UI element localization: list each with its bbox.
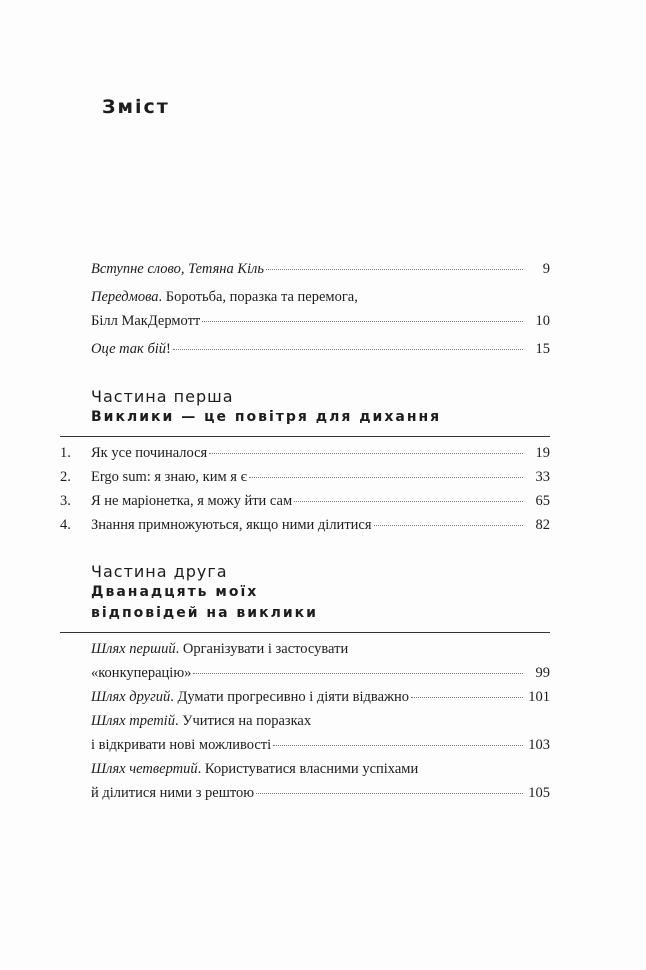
chapter-entry[interactable]: [60, 465, 550, 489]
chapter-entry[interactable]: [60, 489, 550, 513]
dot-leader: [209, 453, 523, 454]
way-text-line2: «конкуперацію»: [91, 665, 192, 681]
way-text-line2: і відкривати нові можливості: [91, 737, 272, 753]
entry-title: Вступне слово, Тетяна Кіль: [91, 261, 264, 277]
way-entry-line1[interactable]: [91, 637, 550, 661]
divider: [60, 436, 550, 437]
dot-leader: [193, 673, 523, 674]
dot-leader: [249, 477, 523, 478]
way-text: . Учитися на поразках: [174, 713, 312, 729]
dot-leader: [256, 793, 523, 794]
way-text-line2: й ділитися ними з рештою: [91, 785, 255, 801]
entry-title-rest: !: [166, 341, 171, 357]
dot-leader: [374, 525, 523, 526]
entry-title: Передмова: [91, 289, 159, 305]
dot-leader: [273, 745, 523, 746]
chapter-number: 2.: [60, 469, 71, 485]
part-title-line1: Дванадцять моїх: [91, 584, 259, 600]
way-title: Шлях четвертий: [91, 761, 198, 777]
way-title: Шлях другий: [91, 689, 171, 705]
page-number: 9: [542, 261, 550, 277]
page-number: 82: [535, 517, 550, 533]
way-entry-line1[interactable]: [91, 709, 550, 733]
way-text: . Думати прогресивно і діяти відважно: [170, 689, 410, 705]
dot-leader: [202, 321, 523, 322]
way-entry-line1[interactable]: [91, 757, 550, 781]
page-number: 15: [535, 341, 550, 357]
dot-leader: [294, 501, 523, 502]
chapter-title: Як усе починалося: [91, 445, 208, 461]
part-one-section: [60, 386, 550, 537]
page-number: 105: [528, 785, 550, 801]
chapter-number: 3.: [60, 493, 71, 509]
part-label: Частина перша: [91, 387, 234, 406]
page-title: Зміст: [102, 96, 170, 118]
dot-leader: [411, 697, 523, 698]
part-label: Частина друга: [91, 562, 228, 581]
chapter-number: 4.: [60, 517, 71, 533]
way-text: . Користуватися власними успіхами: [197, 761, 419, 777]
way-entry[interactable]: [60, 685, 550, 709]
chapter-number: 1.: [60, 445, 71, 461]
way-entry[interactable]: [60, 661, 550, 685]
page-number: 19: [535, 445, 550, 461]
page-number: 65: [535, 493, 550, 509]
way-title: Шлях третій: [91, 713, 175, 729]
way-text: . Організувати і застосувати: [175, 641, 349, 657]
way-entry[interactable]: [60, 781, 550, 805]
toc-entry-preface-line1[interactable]: [91, 285, 550, 309]
intro-section: [60, 257, 550, 361]
page-number: 103: [528, 737, 550, 753]
page-number: 101: [528, 689, 550, 705]
chapter-title: Ergo sum: я знаю, ким я є: [91, 469, 247, 485]
chapter-entry[interactable]: [60, 441, 550, 465]
toc-entry-prologue[interactable]: [60, 337, 550, 361]
page-number: 33: [535, 469, 550, 485]
divider: [60, 632, 550, 633]
page-number: 10: [535, 313, 550, 329]
toc-entry-preface[interactable]: [60, 309, 550, 333]
way-title: Шлях перший: [91, 641, 176, 657]
entry-title-rest: . Боротьба, поразка та перемога,: [158, 289, 358, 305]
entry-author: Білл МакДермотт: [91, 313, 201, 329]
entry-title: Оце так бій: [91, 341, 167, 357]
part-title: Виклики — це повітря для дихання: [91, 409, 442, 425]
chapter-title: Знання примножуються, якщо ними ділитися: [91, 517, 372, 533]
way-entry[interactable]: [60, 733, 550, 757]
part-two-section: [60, 561, 550, 805]
toc-entry-foreword[interactable]: [60, 257, 550, 281]
part-title-line2: відповідей на виклики: [91, 605, 318, 621]
page-number: 99: [535, 665, 550, 681]
dot-leader: [266, 269, 523, 270]
chapter-entry[interactable]: [60, 513, 550, 537]
dot-leader: [173, 349, 523, 350]
chapter-title: Я не маріонетка, я можу йти сам: [91, 493, 293, 509]
